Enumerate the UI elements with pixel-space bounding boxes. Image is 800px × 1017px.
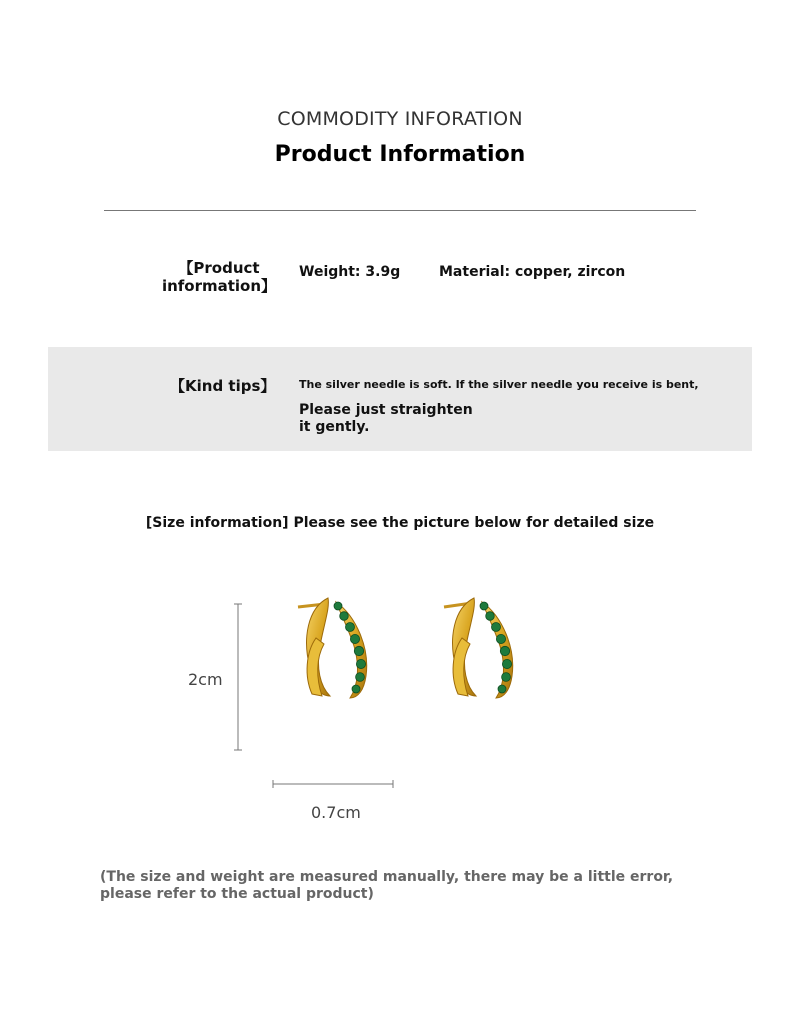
height-dimension-line [234,604,242,750]
product-info-label: 【Product information】 [161,259,277,295]
measurement-disclaimer: (The size and weight are measured manually, there may be a little error, please refer to the actual product) [100,869,674,902]
width-label: 0.7cm [311,803,361,822]
size-info-heading: [Size information] Please see the picture below for detailed size [145,515,655,531]
height-label: 2cm [188,670,223,689]
weight-value: Weight: 3.9g [299,264,401,280]
size-diagram [180,590,540,830]
kind-tips-text-line1: The silver needle is soft. If the silver needle you receive is bent, [299,378,699,391]
section-subtitle: COMMODITY INFORATION [277,108,523,130]
kind-tips-label: 【Kind tips】 [170,377,276,395]
width-dimension-line [273,780,393,788]
page-title: Product Information [274,142,526,167]
earring-left-image [298,598,367,698]
material-value: Material: copper, zircon [439,264,626,280]
earring-right-image [444,598,513,698]
title-divider [104,210,696,211]
kind-tips-text-line2: Please just straighten it gently. [299,402,473,435]
